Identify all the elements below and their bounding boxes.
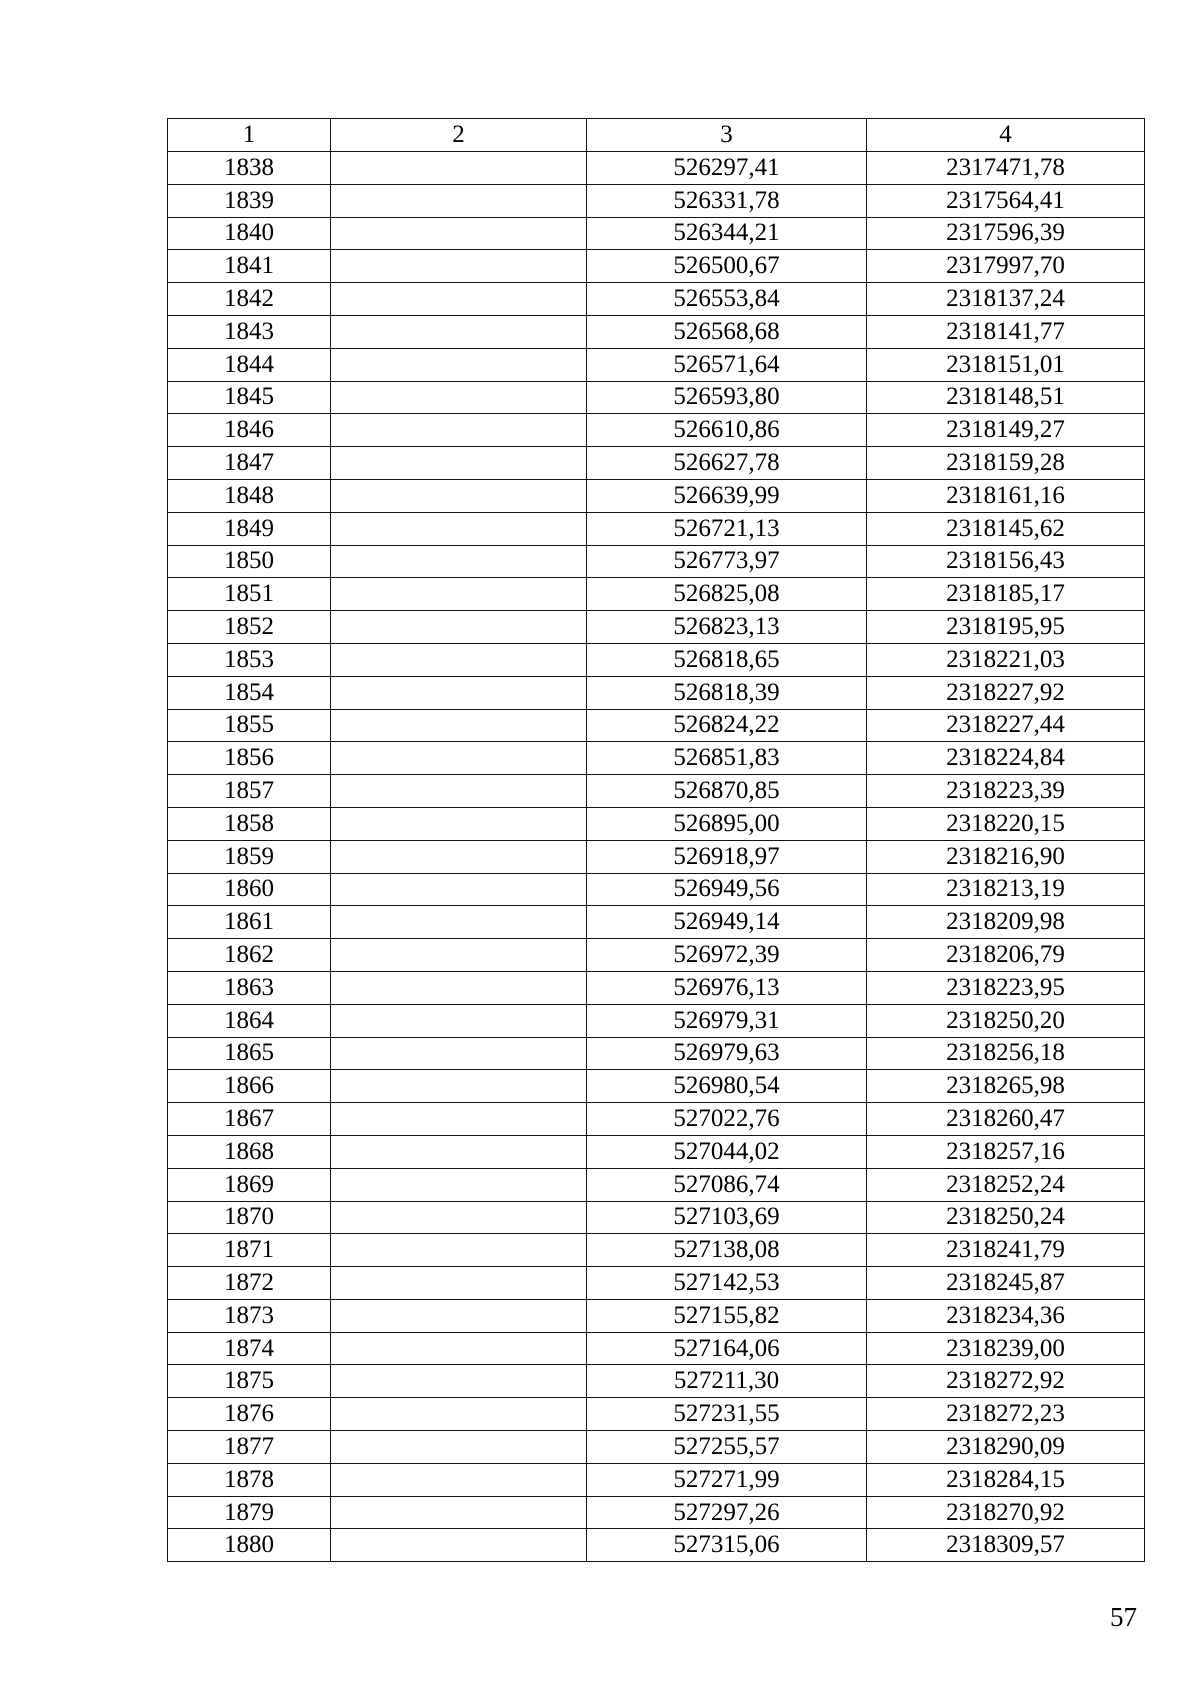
x-coordinate-cell: 527086,74 [587,1168,867,1201]
y-coordinate-cell: 2317596,39 [867,217,1145,250]
point-number-cell: 1878 [168,1463,331,1496]
table-row [168,971,1145,1004]
point-number-cell: 1840 [168,217,331,250]
description-cell [331,1365,587,1398]
x-coordinate-cell: 526553,84 [587,283,867,316]
x-coordinate-cell: 526593,80 [587,381,867,414]
y-coordinate-cell: 2318209,98 [867,906,1145,939]
point-number-cell: 1864 [168,1004,331,1037]
description-cell [331,611,587,644]
x-coordinate-cell: 526949,14 [587,906,867,939]
description-cell [331,1463,587,1496]
table-row [168,676,1145,709]
table-row [168,1529,1145,1562]
description-cell [331,643,587,676]
table-row [168,1234,1145,1267]
y-coordinate-cell: 2318250,24 [867,1201,1145,1234]
table-row [168,283,1145,316]
y-coordinate-cell: 2318260,47 [867,1103,1145,1136]
table-header-row [168,119,1145,152]
point-number-cell: 1875 [168,1365,331,1398]
y-coordinate-cell: 2318224,84 [867,742,1145,775]
description-cell [331,512,587,545]
point-number-cell: 1852 [168,611,331,644]
y-coordinate-cell: 2318221,03 [867,643,1145,676]
point-number-cell: 1841 [168,250,331,283]
x-coordinate-cell: 526918,97 [587,840,867,873]
x-coordinate-cell: 527022,76 [587,1103,867,1136]
y-coordinate-cell: 2318257,16 [867,1135,1145,1168]
x-coordinate-cell: 526825,08 [587,578,867,611]
table-row [168,348,1145,381]
x-coordinate-cell: 526639,99 [587,479,867,512]
table-row [168,479,1145,512]
description-cell [331,939,587,972]
x-coordinate-cell: 526972,39 [587,939,867,972]
point-number-cell: 1850 [168,545,331,578]
table-body [168,152,1145,1562]
point-number-cell: 1855 [168,709,331,742]
x-coordinate-cell: 527155,82 [587,1299,867,1332]
y-coordinate-cell: 2318223,95 [867,971,1145,1004]
table-row [168,1103,1145,1136]
table-row [168,1496,1145,1529]
table-row [168,873,1145,906]
y-coordinate-cell: 2318234,36 [867,1299,1145,1332]
point-number-cell: 1874 [168,1332,331,1365]
y-coordinate-cell: 2318156,43 [867,545,1145,578]
y-coordinate-cell: 2318256,18 [867,1037,1145,1070]
x-coordinate-cell: 526980,54 [587,1070,867,1103]
x-coordinate-cell: 526818,65 [587,643,867,676]
table-row [168,1431,1145,1464]
point-number-cell: 1871 [168,1234,331,1267]
x-coordinate-cell: 526331,78 [587,184,867,217]
x-coordinate-cell: 527297,26 [587,1496,867,1529]
description-cell [331,283,587,316]
table-row [168,250,1145,283]
x-coordinate-cell: 527231,55 [587,1398,867,1431]
y-coordinate-cell: 2318227,44 [867,709,1145,742]
description-cell [331,709,587,742]
description-cell [331,840,587,873]
x-coordinate-cell: 526344,21 [587,217,867,250]
point-number-cell: 1880 [168,1529,331,1562]
description-cell [331,1332,587,1365]
description-cell [331,775,587,808]
description-cell [331,315,587,348]
description-cell [331,873,587,906]
table-row [168,1332,1145,1365]
description-cell [331,1431,587,1464]
point-number-cell: 1861 [168,906,331,939]
point-number-cell: 1876 [168,1398,331,1431]
y-coordinate-cell: 2318270,92 [867,1496,1145,1529]
description-cell [331,250,587,283]
description-cell [331,479,587,512]
y-coordinate-cell: 2318213,19 [867,873,1145,906]
y-coordinate-cell: 2318159,28 [867,447,1145,480]
point-number-cell: 1845 [168,381,331,414]
x-coordinate-cell: 526870,85 [587,775,867,808]
point-number-cell: 1849 [168,512,331,545]
y-coordinate-cell: 2318227,92 [867,676,1145,709]
x-coordinate-cell: 526568,68 [587,315,867,348]
point-number-cell: 1866 [168,1070,331,1103]
x-coordinate-cell: 526610,86 [587,414,867,447]
table-row [168,643,1145,676]
point-number-cell: 1877 [168,1431,331,1464]
y-coordinate-cell: 2318223,39 [867,775,1145,808]
column-header-2: 2 [331,119,587,152]
x-coordinate-cell: 526851,83 [587,742,867,775]
table-row [168,545,1145,578]
y-coordinate-cell: 2318220,15 [867,807,1145,840]
y-coordinate-cell: 2318195,95 [867,611,1145,644]
description-cell [331,217,587,250]
y-coordinate-cell: 2318241,79 [867,1234,1145,1267]
x-coordinate-cell: 526571,64 [587,348,867,381]
point-number-cell: 1862 [168,939,331,972]
y-coordinate-cell: 2318284,15 [867,1463,1145,1496]
x-coordinate-cell: 527315,06 [587,1529,867,1562]
y-coordinate-cell: 2318145,62 [867,512,1145,545]
table-row [168,217,1145,250]
y-coordinate-cell: 2318137,24 [867,283,1145,316]
point-number-cell: 1867 [168,1103,331,1136]
x-coordinate-cell: 526818,39 [587,676,867,709]
y-coordinate-cell: 2318216,90 [867,840,1145,873]
point-number-cell: 1879 [168,1496,331,1529]
x-coordinate-cell: 526976,13 [587,971,867,1004]
y-coordinate-cell: 2318148,51 [867,381,1145,414]
table-row [168,611,1145,644]
point-number-cell: 1856 [168,742,331,775]
point-number-cell: 1851 [168,578,331,611]
table-row [168,381,1145,414]
description-cell [331,578,587,611]
x-coordinate-cell: 527138,08 [587,1234,867,1267]
description-cell [331,1037,587,1070]
y-coordinate-cell: 2318239,00 [867,1332,1145,1365]
page-number: 57 [1110,1602,1137,1632]
table-row [168,939,1145,972]
x-coordinate-cell: 527271,99 [587,1463,867,1496]
point-number-cell: 1870 [168,1201,331,1234]
y-coordinate-cell: 2317997,70 [867,250,1145,283]
description-cell [331,807,587,840]
description-cell [331,1168,587,1201]
table-row [168,447,1145,480]
coordinates-table [167,118,1145,1562]
table-row [168,1135,1145,1168]
point-number-cell: 1873 [168,1299,331,1332]
table-row [168,1168,1145,1201]
description-cell [331,381,587,414]
table-row [168,184,1145,217]
table-row [168,1201,1145,1234]
description-cell [331,1004,587,1037]
point-number-cell: 1842 [168,283,331,316]
x-coordinate-cell: 527103,69 [587,1201,867,1234]
y-coordinate-cell: 2318185,17 [867,578,1145,611]
description-cell [331,742,587,775]
table-row [168,512,1145,545]
table-row [168,1004,1145,1037]
point-number-cell: 1839 [168,184,331,217]
table-row [168,1070,1145,1103]
y-coordinate-cell: 2318206,79 [867,939,1145,972]
x-coordinate-cell: 526895,00 [587,807,867,840]
y-coordinate-cell: 2318252,24 [867,1168,1145,1201]
column-header-4: 4 [867,119,1145,152]
x-coordinate-cell: 527142,53 [587,1267,867,1300]
point-number-cell: 1872 [168,1267,331,1300]
y-coordinate-cell: 2318265,98 [867,1070,1145,1103]
description-cell [331,348,587,381]
description-cell [331,414,587,447]
point-number-cell: 1857 [168,775,331,808]
y-coordinate-cell: 2318161,16 [867,479,1145,512]
point-number-cell: 1853 [168,643,331,676]
table-row [168,1299,1145,1332]
y-coordinate-cell: 2318149,27 [867,414,1145,447]
y-coordinate-cell: 2318151,01 [867,348,1145,381]
point-number-cell: 1859 [168,840,331,873]
x-coordinate-cell: 526824,22 [587,709,867,742]
description-cell [331,906,587,939]
y-coordinate-cell: 2318141,77 [867,315,1145,348]
column-header-1: 1 [168,119,331,152]
point-number-cell: 1846 [168,414,331,447]
y-coordinate-cell: 2318250,20 [867,1004,1145,1037]
table-row [168,1365,1145,1398]
x-coordinate-cell: 526627,78 [587,447,867,480]
table-row [168,709,1145,742]
y-coordinate-cell: 2318245,87 [867,1267,1145,1300]
point-number-cell: 1863 [168,971,331,1004]
y-coordinate-cell: 2318309,57 [867,1529,1145,1562]
table-row [168,1463,1145,1496]
point-number-cell: 1860 [168,873,331,906]
table-row [168,315,1145,348]
x-coordinate-cell: 526949,56 [587,873,867,906]
x-coordinate-cell: 526823,13 [587,611,867,644]
table-row [168,742,1145,775]
table-row [168,1267,1145,1300]
y-coordinate-cell: 2318290,09 [867,1431,1145,1464]
point-number-cell: 1843 [168,315,331,348]
description-cell [331,152,587,185]
x-coordinate-cell: 527255,57 [587,1431,867,1464]
x-coordinate-cell: 527164,06 [587,1332,867,1365]
table-row [168,906,1145,939]
description-cell [331,545,587,578]
column-header-3: 3 [587,119,867,152]
description-cell [331,447,587,480]
description-cell [331,1398,587,1431]
x-coordinate-cell: 526979,31 [587,1004,867,1037]
point-number-cell: 1847 [168,447,331,480]
description-cell [331,1201,587,1234]
description-cell [331,676,587,709]
description-cell [331,184,587,217]
point-number-cell: 1838 [168,152,331,185]
description-cell [331,1299,587,1332]
table-row [168,840,1145,873]
x-coordinate-cell: 526297,41 [587,152,867,185]
x-coordinate-cell: 527211,30 [587,1365,867,1398]
description-cell [331,1267,587,1300]
x-coordinate-cell: 527044,02 [587,1135,867,1168]
x-coordinate-cell: 526721,13 [587,512,867,545]
y-coordinate-cell: 2317471,78 [867,152,1145,185]
description-cell [331,1529,587,1562]
description-cell [331,1103,587,1136]
table-row [168,807,1145,840]
table-row [168,152,1145,185]
description-cell [331,1070,587,1103]
point-number-cell: 1865 [168,1037,331,1070]
y-coordinate-cell: 2317564,41 [867,184,1145,217]
y-coordinate-cell: 2318272,23 [867,1398,1145,1431]
table-row [168,1037,1145,1070]
point-number-cell: 1869 [168,1168,331,1201]
point-number-cell: 1858 [168,807,331,840]
table-row [168,414,1145,447]
point-number-cell: 1868 [168,1135,331,1168]
description-cell [331,971,587,1004]
point-number-cell: 1854 [168,676,331,709]
description-cell [331,1496,587,1529]
description-cell [331,1135,587,1168]
x-coordinate-cell: 526773,97 [587,545,867,578]
point-number-cell: 1848 [168,479,331,512]
table-row [168,775,1145,808]
x-coordinate-cell: 526979,63 [587,1037,867,1070]
table-row [168,578,1145,611]
table-row [168,1398,1145,1431]
point-number-cell: 1844 [168,348,331,381]
description-cell [331,1234,587,1267]
x-coordinate-cell: 526500,67 [587,250,867,283]
y-coordinate-cell: 2318272,92 [867,1365,1145,1398]
